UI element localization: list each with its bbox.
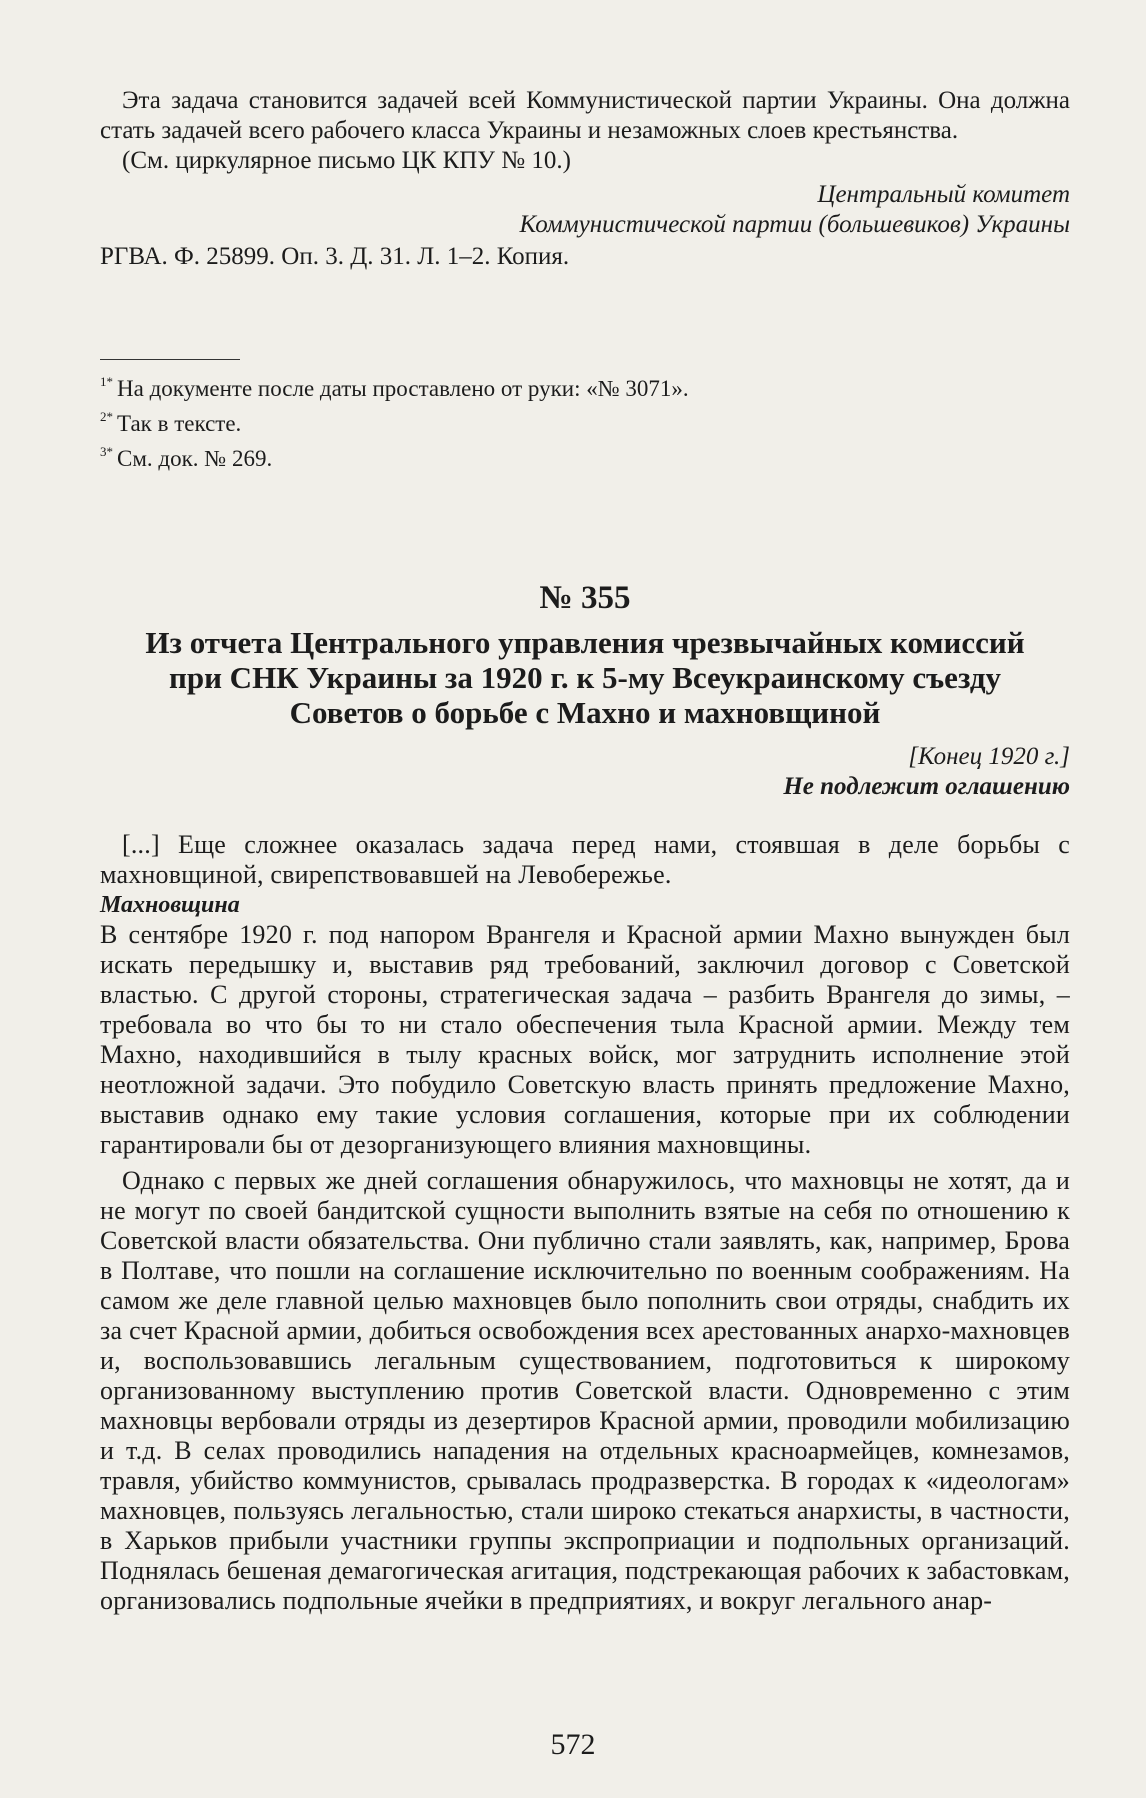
- signature-line-1: Центральный комитет: [817, 181, 1070, 208]
- footnotes: [100, 368, 1070, 473]
- signature-line-2: Коммунистической партии (большевиков) Украины: [519, 211, 1070, 238]
- intro-paragraph: Эта задача становится задачей всей Коммунистической партии Украины. Она должна стать задачей всего рабочего класса Украины и незаможных слоев крестьянства.: [100, 87, 1070, 144]
- document-number: № 355: [539, 580, 631, 616]
- section-heading: Махновщина: [100, 892, 240, 918]
- document-body: [100, 830, 1070, 1616]
- footnote-text: На документе после даты проставлено от руки: «№ 3071».: [117, 376, 689, 401]
- footnote-text: См. док. № 269.: [117, 446, 273, 471]
- document-title-line-3: Советов о борьбе с Махно и махновщиной: [289, 695, 881, 730]
- page-number: 572: [550, 1728, 596, 1761]
- document-title-line-2: при СНК Украины за 1920 г. к 5-му Всеукраинскому съезду: [168, 660, 1002, 695]
- document-classification: Не подлежит оглашению: [783, 773, 1070, 800]
- intro-block: [100, 86, 1070, 272]
- body-paragraph-1: В сентябре 1920 г. под напором Врангеля и Красной армии Махно вынужден был искать передышку и, выставив ряд требований, заключил договор с Советской властью. С другой стороны, стратегическая задача – разбить Врангеля до зимы, – требовала во что бы то ни стало обеспечения тыла Красной армии. Между тем Махно, находившийся в тылу красных войск, мог затруднить исполнение этой неотложной задачи. Это побудило Советскую власть принять предложение Махно, выставив однако ему такие условия соглашения, которые при их соблюдении гарантировали бы от дезорганизующего влияния махновщины.: [100, 920, 1070, 1159]
- footnote-divider: [100, 359, 240, 360]
- footnote-3: [100, 438, 1070, 473]
- document-date: [Конец 1920 г.]: [908, 743, 1070, 770]
- footnote-mark: 3*: [100, 444, 113, 459]
- document-header: [100, 580, 1070, 802]
- archive-reference: РГВА. Ф. 25899. Оп. 3. Д. 31. Л. 1–2. Копия.: [100, 243, 570, 270]
- footnote-1: [100, 368, 1070, 403]
- footnote-2: [100, 403, 1070, 438]
- body-paragraph-2: Однако с первых же дней соглашения обнаружилось, что махновцы не хотят, да и не могут по своей бандитской сущности выполнить взятые на себя по отношению к Советской власти обязательства. Они публично стали заявлять, как, например, Брова в Полтаве, что пошли на соглашение исключительно по военным соображениям. На самом же деле главной целью махновцев было пополнить свои отряды, снабдить их за счет Красной армии, добиться освобождения всех арестованных анархо-махновцев и, воспользовавшись легальным существованием, подготовиться к широкому организованному выступлению против Советской власти. Одновременно с этим махновцы вербовали отряды из дезертиров Красной армии, проводили мобилизацию и т.д. В селах проводились нападения на отдельных красноармейцев, комнезамов, травля, убийство коммунистов, срывалась продразверстка. В городах к «идеологам» махновцев, пользуясь легальностью, стали широко стекаться анархисты, в частности, в Харьков прибыли участники группы экспроприации и подпольных организаций. Поднялась бешеная демагогическая агитация, подстрекающая рабочих к забастовкам, организовались подпольные ячейки в предприятиях, и вокруг легального анар-: [100, 1166, 1070, 1615]
- document-title-line-1: Из отчета Центрального управления чрезвычайных комиссий: [145, 625, 1025, 660]
- footnote-mark: 2*: [100, 409, 113, 424]
- intro-reference: (См. циркулярное письмо ЦК КПУ № 10.): [122, 147, 571, 174]
- footnote-mark: 1*: [100, 374, 113, 389]
- footnote-text: Так в тексте.: [117, 411, 242, 436]
- opening-paragraph: [...] Еще сложнее оказалась задача перед нами, стоявшая в деле борьбы с махновщиной, свирепствовавшей на Левобережье.: [100, 830, 1070, 889]
